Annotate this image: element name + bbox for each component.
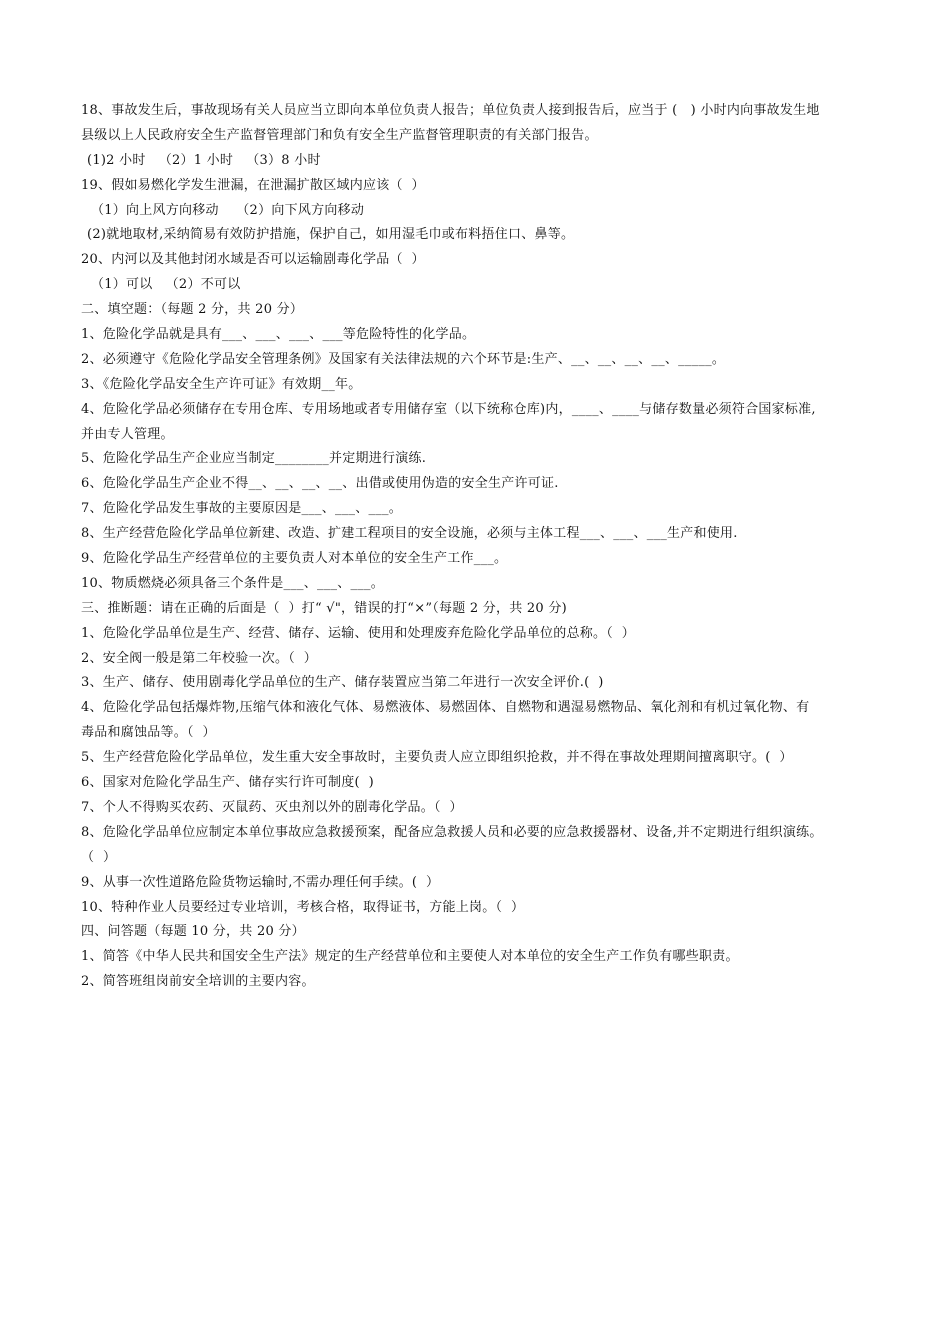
text-line: 并由专人管理。 xyxy=(81,426,174,442)
text-line: 2、必须遵守《危险化学品安全管理条例》及国家有关法律法规的六个环节是:生产、__、__、__、__、_____。 xyxy=(81,351,726,367)
text-line: 10、物质燃烧必须具备三个条件是___、___、___。 xyxy=(81,575,385,591)
answer-options: （1）可以 （2）不可以 xyxy=(91,277,241,293)
text-line: 2、简答班组岗前安全培训的主要内容。 xyxy=(81,974,315,990)
text-line: （ ） xyxy=(81,849,117,865)
answer-options: (2)就地取材,采纳简易有效防护措施，保护自己，如用湿毛巾或布料捂住口、鼻等。 xyxy=(87,227,575,243)
text-line: 毒品和腐蚀品等。（ ） xyxy=(81,725,216,741)
text-line: 8、生产经营危险化学品单位新建、改造、扩建工程项目的安全设施，必须与主体工程___、___、___生产和使用. xyxy=(81,526,738,542)
text-line: 5、危险化学品生产企业应当制定________并定期进行演练. xyxy=(81,451,427,467)
text-line: 9、从事一次性道路危险货物运输时,不需办理任何手续。( ） xyxy=(81,874,440,890)
text-line: 4、危险化学品包括爆炸物,压缩气体和液化气体、易燃液体、易燃固体、自燃物和遇湿易燃物品、氧化剂和有机过氧化物、有 xyxy=(81,700,810,716)
text-line: 19、假如易燃化学发生泄漏，在泄漏扩散区域内应该（ ） xyxy=(81,177,425,193)
text-line: 2、安全阀一般是第二年校验一次。（ ） xyxy=(81,650,318,666)
text-line: 县级以上人民政府安全生产监督管理部门和负有安全生产监督管理职责的有关部门报告。 xyxy=(81,127,598,143)
text-line: 7、个人不得购买农药、灭鼠药、灭虫剂以外的剧毒化学品。（ ） xyxy=(81,799,463,815)
text-line: 3、《危险化学品安全生产许可证》有效期__年。 xyxy=(81,376,362,392)
exam-page xyxy=(81,99,896,995)
text-line: 6、危险化学品生产企业不得__、__、__、__、出借或使用伪造的安全生产许可证. xyxy=(81,476,559,492)
text-line: 1、危险化学品就是具有___、___、___、___等危险特性的化学品。 xyxy=(81,327,476,343)
text-line: 18、事故发生后，事故现场有关人员应当立即向本单位负责人报告；单位负责人接到报告后，应当于 ( ) 小时内向事故发生地 xyxy=(81,103,820,118)
text-line: 9、危险化学品生产经营单位的主要负责人对本单位的安全生产工作___。 xyxy=(81,551,508,567)
text-line: 6、国家对危险化学品生产、储存实行许可制度( ) xyxy=(81,775,374,791)
section-heading: 四、问答题（每题 10 分，共 20 分） xyxy=(81,924,305,940)
answer-options: （1）向上风方向移动 （2）向下风方向移动 xyxy=(91,202,365,218)
text-line: 10、特种作业人员要经过专业培训，考核合格，取得证书，方能上岗。（ ） xyxy=(81,899,525,915)
text-line: 4、危险化学品必须储存在专用仓库、专用场地或者专用储存室（以下统称仓库)内，____、____与储存数量必须符合国家标准, xyxy=(81,401,816,417)
section-heading: 二、填空题：（每题 2 分，共 20 分） xyxy=(81,302,304,318)
text-line: 8、危险化学品单位应制定本单位事故应急救援预案，配备应急救援人员和必要的应急救援器材、设备,并不定期进行组织演练。 xyxy=(81,824,823,840)
text-line: 5、生产经营危险化学品单位，发生重大安全事故时，主要负责人应立即组织抢救，并不得在事故处理期间擅离职守。( ） xyxy=(81,750,793,766)
section-heading: 三、推断题：请在正确的后面是（ ）打“ √"，错误的打“×”（每题 2 分，共 20 分) xyxy=(81,600,567,616)
text-line: 1、危险化学品单位是生产、经营、储存、运输、使用和处理废弃危险化学品单位的总称。（ ） xyxy=(81,625,636,641)
text-line: 3、生产、储存、使用剧毒化学品单位的生产、储存装置应当第二年进行一次安全评价.( ) xyxy=(81,675,604,691)
answer-options: (1)2 小时 （2）1 小时 （3）8 小时 xyxy=(87,152,321,168)
text-line: 20、内河以及其他封闭水域是否可以运输剧毒化学品（ ） xyxy=(81,252,425,268)
text-line: 1、简答《中华人民共和国安全生产法》规定的生产经营单位和主要使人对本单位的安全生产工作负有哪些职责。 xyxy=(81,949,739,965)
text-line: 7、危险化学品发生事故的主要原因是___、___、___。 xyxy=(81,501,403,517)
